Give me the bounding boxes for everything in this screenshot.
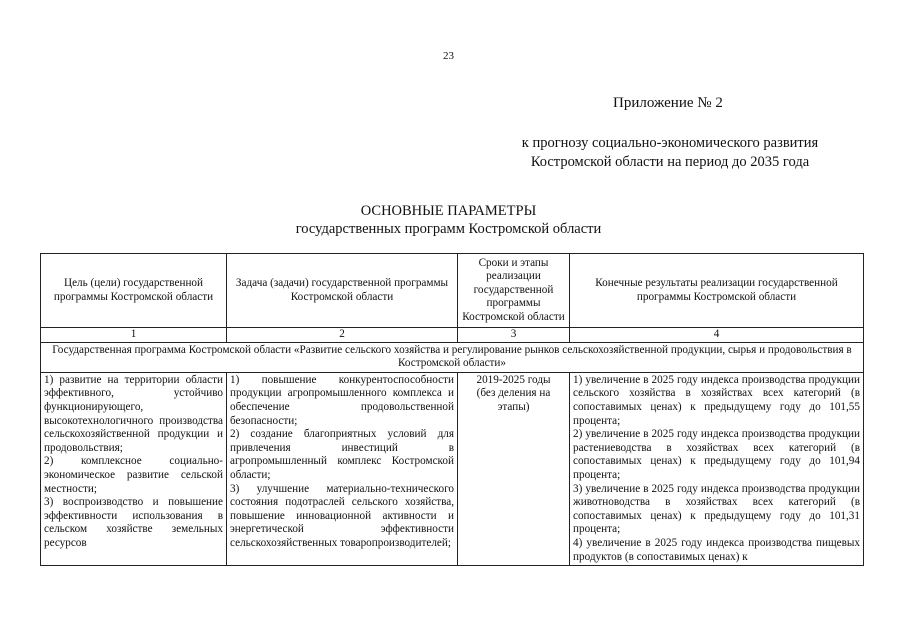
- result-item: 1) увеличение в 2025 году индекса производства продукции сельского хозяйства в хозяйствах всех категорий (в сопоставимых ценах) к предыдущему году до 101,55 процента;: [573, 373, 860, 427]
- column-number-3: 3: [458, 328, 570, 343]
- result-item: 3) увеличение в 2025 году индекса производства продукции животноводства в хозяйствах всех категорий (в сопоставимых ценах) к предыдущему году до 101,31 процента;: [573, 482, 860, 536]
- column-number-4: 4: [570, 328, 864, 343]
- tasks-cell: [227, 372, 458, 565]
- result-item: 2) увеличение в 2025 году индекса производства продукции растениеводства в хозяйствах всех категорий (в сопоставимых ценах) к предыдущему году до 101,94 процента;: [573, 428, 860, 481]
- document-title-sub: государственных программ Костромской области: [295, 221, 602, 237]
- task-item: 1) повышение конкурентоспособности продукции агропромышленного комплекса и обеспечение продовольственной безопасности;: [230, 373, 454, 427]
- terms-years: 2019-2025 годы: [476, 373, 551, 386]
- header-terms: Сроки и этапы реализации государственной программы Костромской области: [458, 254, 570, 328]
- goal-item: 3) воспроизводство и повышение эффективности использования в сельском хозяйстве земельных ресурсов: [44, 496, 223, 549]
- result-item: 4) увеличение в 2025 году индекса производства пищевых продуктов (в сопоставимых ценах) к: [573, 536, 860, 563]
- results-cell: [570, 372, 864, 565]
- document-title: [0, 202, 897, 238]
- task-item: 3) улучшение материально-технического состояния подотраслей сельского хозяйства, повышение инновационной активности и энергетической эффективности сельскохозяйственных товаропроизводителей;: [230, 482, 454, 549]
- table-row: [41, 372, 864, 565]
- header-goals: Цель (цели) государственной программы Костромской области: [41, 254, 227, 328]
- column-number-2: 2: [227, 328, 458, 343]
- program-title: Государственная программа Костромской области «Развитие сельского хозяйства и регулирование рынков сельскохозяйственной продукции, сырья и продовольствия в Костромской области»: [41, 342, 864, 372]
- forecast-reference-line-1: к прогнозу социально-экономического развития: [521, 135, 819, 151]
- goals-cell: [41, 372, 227, 565]
- appendix-title: Приложение № 2: [613, 95, 723, 111]
- column-number-1: 1: [41, 328, 227, 343]
- goal-item: 1) развитие на территории области эффективного, устойчиво функционирующего, высокотехнологичного производства сельскохозяйственной продукции и продовольствия;: [44, 373, 223, 454]
- terms-stages: (без деления на этапы): [476, 387, 551, 413]
- task-item: 2) создание благоприятных условий для привлечения инвестиций в агропромышленный комплекс Костромской области;: [230, 428, 454, 481]
- table-header-row: [41, 254, 864, 328]
- goal-item: 2) комплексное социально-экономическое развитие сельской местности;: [44, 455, 223, 495]
- forecast-reference-line-2: Костромской области на период до 2035 года: [530, 154, 810, 170]
- header-tasks: Задача (задачи) государственной программы Костромской области: [227, 254, 458, 328]
- document-title-main: ОСНОВНЫЕ ПАРАМЕТРЫ: [360, 203, 537, 219]
- terms-cell: [458, 372, 570, 565]
- program-title-row: [41, 342, 864, 372]
- column-number-row: [41, 328, 864, 343]
- header-results: Конечные результаты реализации государственной программы Костромской области: [570, 254, 864, 328]
- program-parameters-table: [40, 253, 864, 566]
- page-number: 23: [443, 50, 454, 62]
- forecast-reference: [500, 134, 840, 172]
